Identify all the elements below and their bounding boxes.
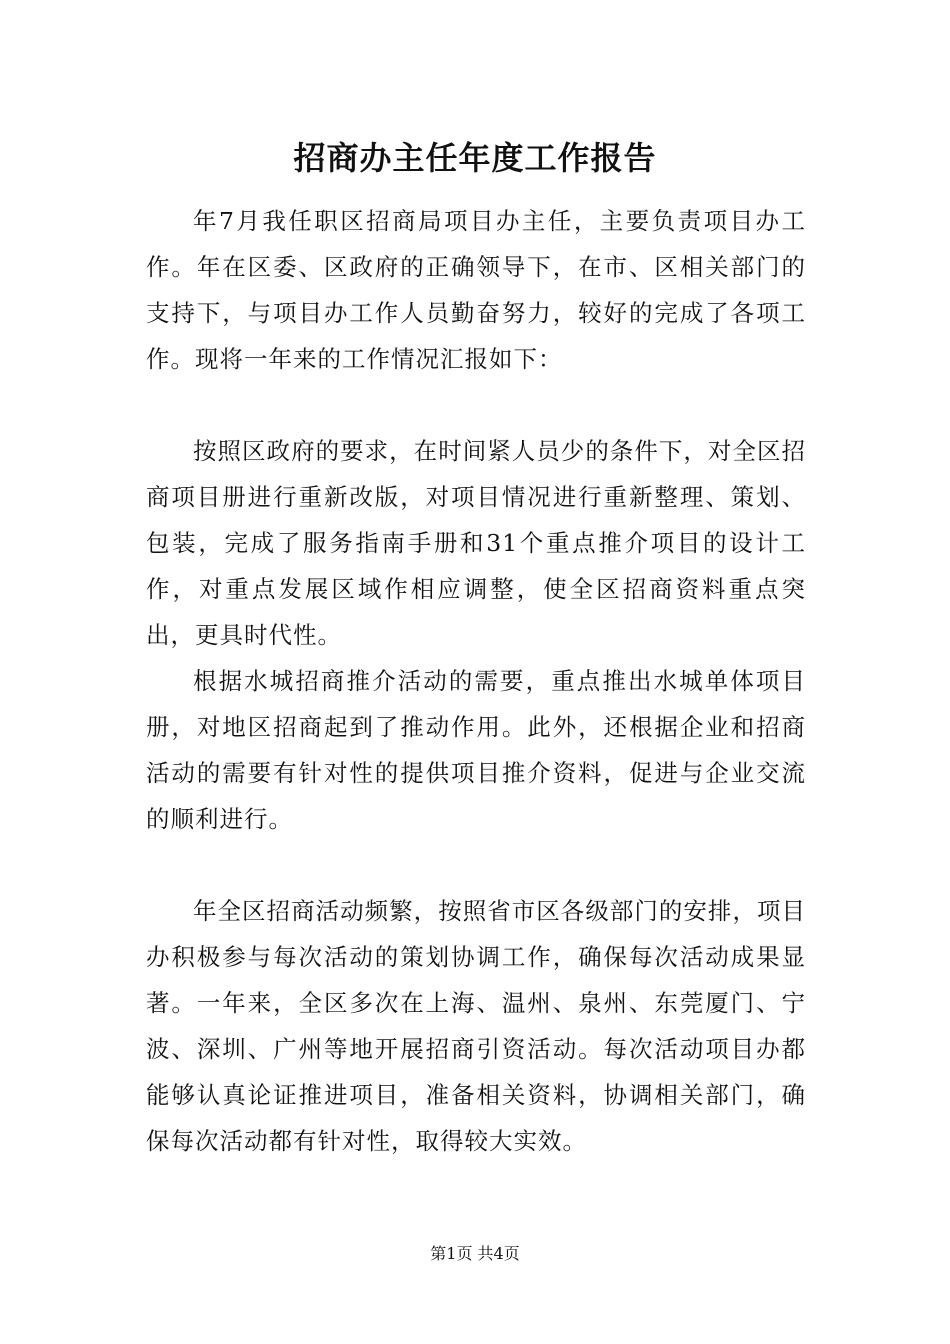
paragraph-investment-activities: 年全区招商活动频繁，按照省市区各级部门的安排，项目办积极参与每次活动的策划协调工作，确保每次活动成果显著。一年来，全区多次在上海、温州、泉州、东莞厦门、宁波、深圳、广州等地开展招商引资活动。每次活动项目办都能够认真论证推进项目，准备相关资料，协调相关部门，确保每次活动都有针对性，取得较大实效。 (146, 897, 806, 1155)
paragraph-gap (146, 382, 806, 428)
paragraph-shuicheng-promotion: 根据水城招商推介活动的需要，重点推出水城单体项目册，对地区招商起到了推动作用。此外，还根据企业和招商活动的需要有针对性的提供项目推介资料，促进与企业交流的顺利进行。 (146, 667, 806, 833)
document-body (146, 198, 806, 1164)
paragraph-intro: 年7月我任职区招商局项目办主任，主要负责项目办工作。年在区委、区政府的正确领导下，在市、区相关部门的支持下，与项目办工作人员勤奋努力，较好的完成了各项工作。现将一年来的工作情况汇报如下： (146, 207, 806, 373)
page-title: 招商办主任年度工作报告 (293, 139, 657, 177)
page-footer: 第1页 共4页 (430, 1244, 520, 1263)
paragraph-gap (146, 842, 806, 888)
paragraph-project-booklet: 按照区政府的要求，在时间紧人员少的条件下，对全区招商项目册进行重新改版，对项目情况进行重新整理、策划、包装，完成了服务指南手册和31个重点推介项目的设计工作，对重点发展区域作相应调整，使全区招商资料重点突出，更具时代性。 (146, 437, 806, 649)
